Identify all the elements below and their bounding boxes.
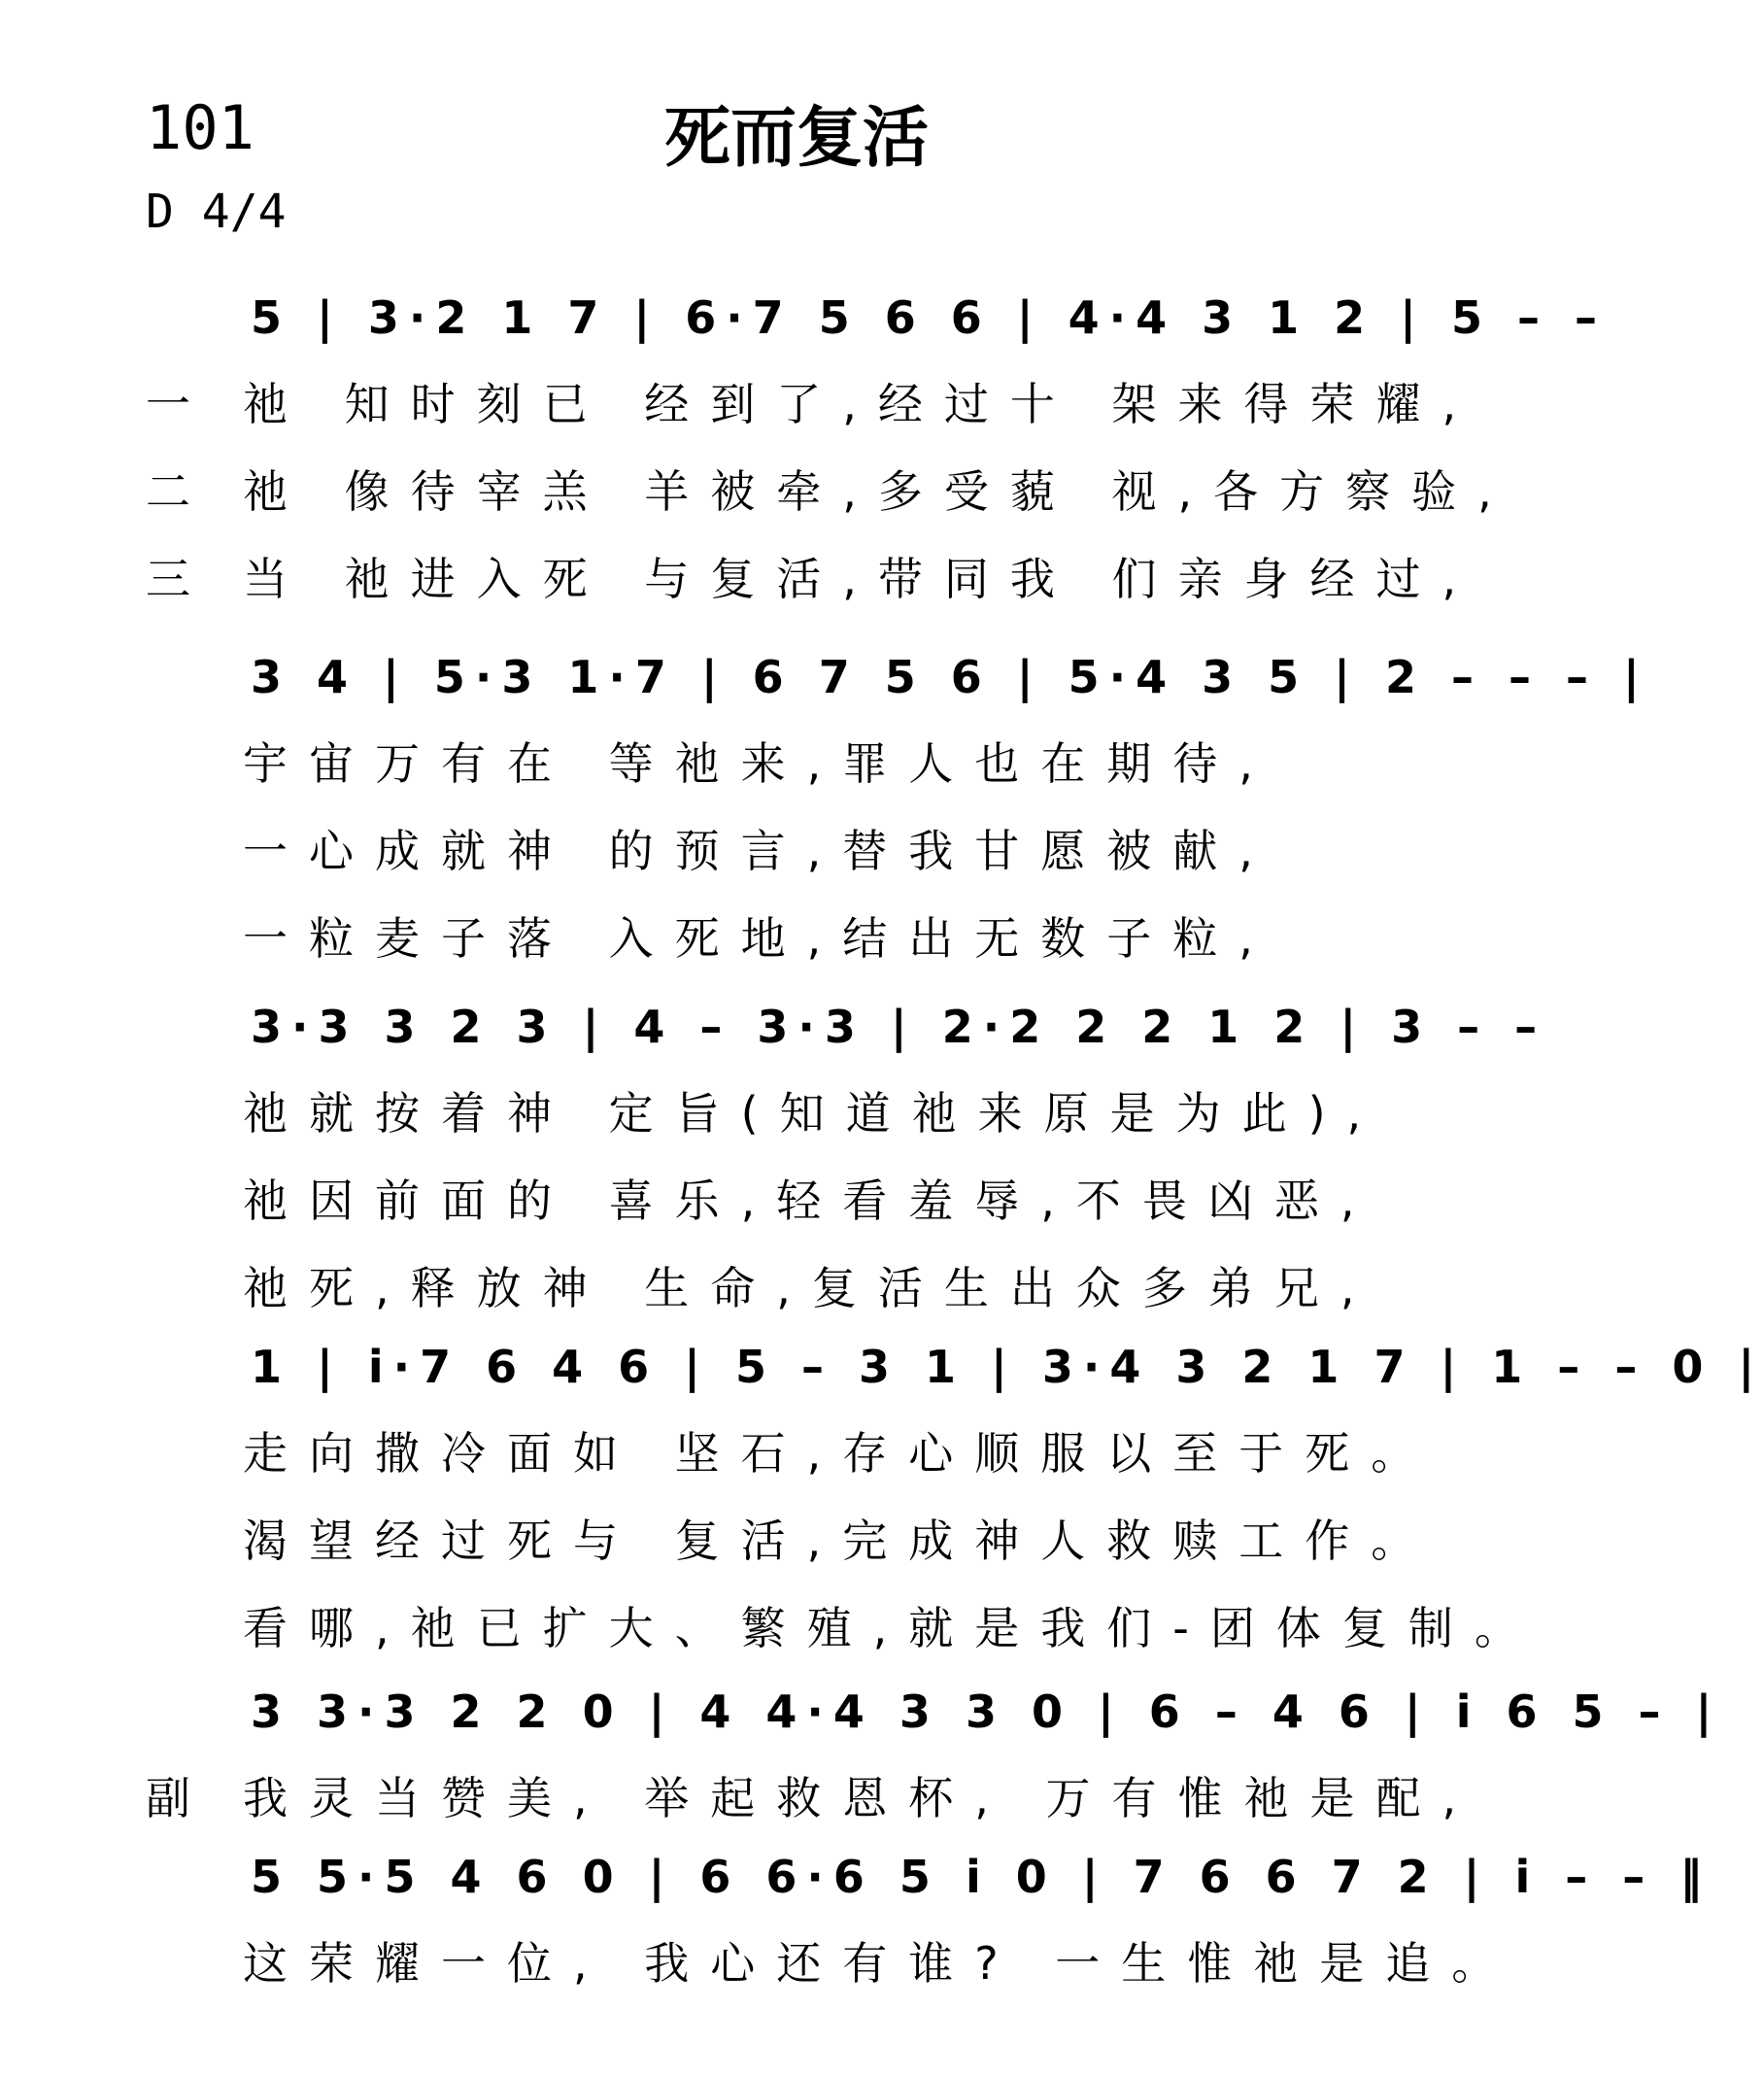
lyric-text: 渴望经过死与 复活,完成神人救赎工作。: [243, 1515, 1438, 1567]
notation-text: 5 | 3·2 1 7 | 6·7 5 6 6 | 4·4 3 1 2 | 5 – –: [251, 291, 1607, 344]
verse-number: 副: [146, 1772, 190, 1824]
lyric-text: 这荣耀一位, 我心还有谁? 一生惟祂是追。: [243, 1937, 1518, 1990]
lyric-text: 祂就按着神 定旨(知道祂来原是为此),: [243, 1087, 1383, 1140]
notation-line: [0, 1001, 1547, 1078]
lyric-text: 祂死,释放神 生命,复活生出众多弟兄,: [243, 1262, 1376, 1314]
lyric-text: 祂 像待宰羔 羊被牵,多受藐 视,各方察验,: [243, 465, 1513, 518]
notation-line: [0, 651, 1649, 729]
lyric-text: 宇宙万有在 等祂来,罪人也在期待,: [243, 737, 1274, 790]
notation-line: [0, 1341, 1764, 1418]
notation-text: 3 3·3 2 2 0 | 4 4·4 3 3 0 | 6 – 4 6 | i 6 5 – |: [251, 1685, 1722, 1738]
lyric-text: 一粒麦子落 入死地,结出无数子粒,: [243, 912, 1274, 965]
notation-line: [0, 1851, 1713, 1928]
notation-line: [0, 291, 1607, 369]
verse-number: 二: [146, 465, 190, 518]
lyric-text: 看哪,祂已扩大、繁殖,就是我们-团体复制。: [243, 1602, 1541, 1654]
hymn-number: 101: [146, 92, 254, 163]
notation-text: 5 5·5 4 6 0 | 6 6·6 5 i 0 | 7 6 6 7 2 | i – – ‖: [251, 1851, 1713, 1903]
lyric-text: 祂 知时刻已 经到了,经过十 架来得荣耀,: [243, 378, 1478, 430]
lyric-text: 当 祂进入死 与复活,带同我 们亲身经过,: [243, 553, 1478, 605]
lyric-text: 一心成就神 的预言,替我甘愿被献,: [243, 825, 1274, 877]
notation-text: 3 4 | 5·3 1·7 | 6 7 5 6 | 5·4 3 5 | 2 – – – |: [251, 651, 1649, 703]
lyric-text: 我灵当赞美, 举起救恩杯, 万有惟祂是配,: [243, 1772, 1478, 1824]
lyric-text: 祂因前面的 喜乐,轻看羞辱,不畏凶恶,: [243, 1175, 1376, 1227]
verse-number: 三: [146, 553, 190, 605]
hymn-title: 死而复活: [663, 99, 929, 177]
verse-number: 一: [146, 378, 190, 430]
notation-line: [0, 1685, 1722, 1763]
key-signature: D 4/4: [146, 185, 287, 239]
notation-text: 1 | i·7 6 4 6 | 5 – 3 1 | 3·4 3 2 1 7 | 1 – – 0 |: [251, 1341, 1764, 1393]
notation-text: 3·3 3 2 3 | 4 – 3·3 | 2·2 2 2 1 2 | 3 – –: [251, 1001, 1547, 1053]
lyric-text: 走向撒冷面如 坚石,存心顺服以至于死。: [243, 1427, 1438, 1480]
